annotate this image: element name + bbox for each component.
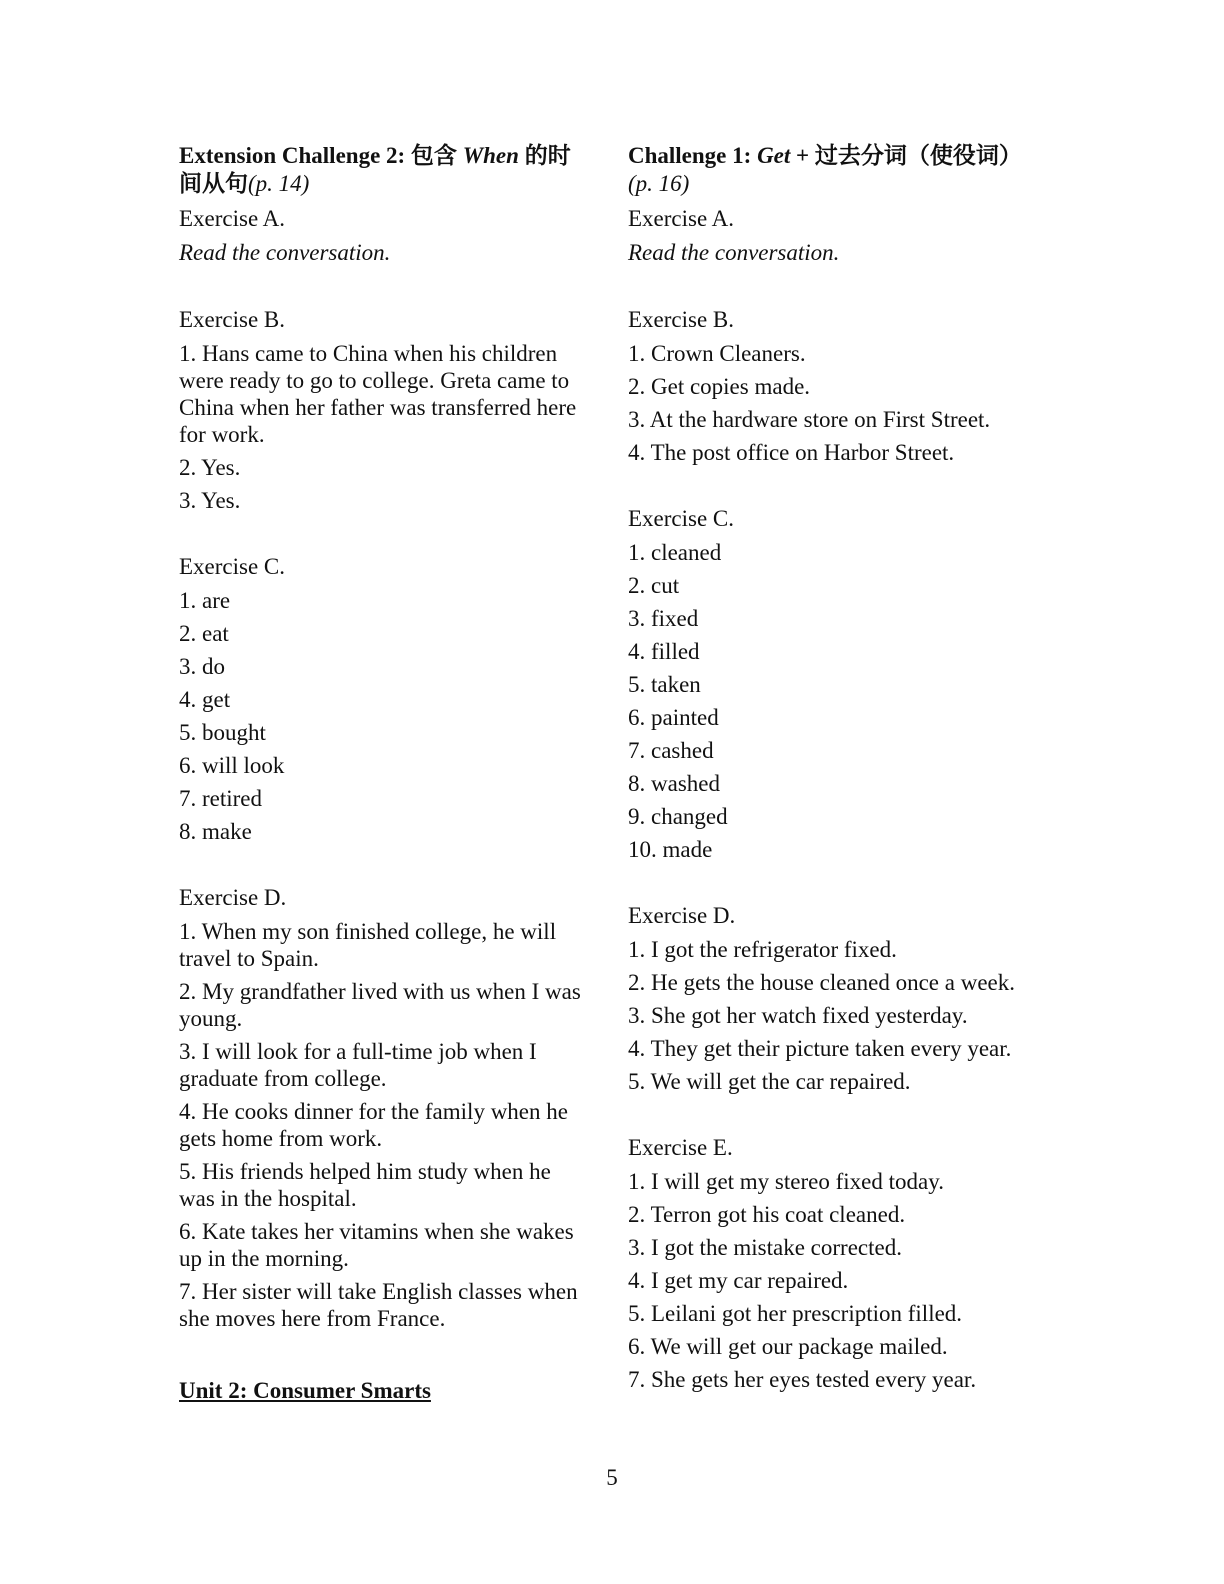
list-item: 4. get bbox=[179, 687, 231, 712]
list-item: 10. made bbox=[628, 837, 713, 862]
list-item: 5. bought bbox=[179, 720, 266, 745]
page-number: 5 bbox=[606, 1465, 618, 1490]
list-item: 4. filled bbox=[628, 639, 700, 664]
list-item: 5. Leilani got her prescription filled. bbox=[628, 1301, 963, 1326]
list-item: 2. Yes. bbox=[179, 455, 241, 480]
list-item: 7. cashed bbox=[628, 738, 714, 763]
heading-emphasis-text: When bbox=[462, 143, 519, 168]
list-item: 8. washed bbox=[628, 771, 720, 796]
list-item: 4. They get their picture taken every year. bbox=[628, 1036, 1012, 1061]
heading-bold-text-2: 的时间从句 bbox=[179, 143, 571, 196]
list-item: 1. cleaned bbox=[628, 540, 722, 565]
list-item: 6. We will get our package mailed. bbox=[628, 1334, 948, 1359]
list-item: 7. Her sister will take English classes when she moves here from France. bbox=[179, 1279, 578, 1331]
list-item: 6. will look bbox=[179, 753, 285, 778]
list-item: 2. Terron got his coat cleaned. bbox=[628, 1202, 906, 1227]
heading-bold-text-2: + 过去分词（使役词） bbox=[790, 143, 1022, 168]
heading-bold-text: Extension Challenge 2: 包含 bbox=[179, 143, 463, 168]
heading-bold-text: Challenge 1: bbox=[628, 143, 758, 168]
list-item: 3. At the hardware store on First Street. bbox=[628, 407, 991, 432]
list-item: 1. I will get my stereo fixed today. bbox=[628, 1169, 944, 1194]
right-exercise-e-label: Exercise E. bbox=[628, 1135, 733, 1160]
left-exercise-b-label: Exercise B. bbox=[179, 307, 286, 332]
list-item: 6. Kate takes her vitamins when she wakes up in the morning. bbox=[179, 1219, 574, 1271]
left-column bbox=[179, 142, 589, 1404]
challenge-1-heading bbox=[628, 142, 1058, 198]
list-item: 4. He cooks dinner for the family when he gets home from work. bbox=[179, 1099, 568, 1151]
list-item: 1. Crown Cleaners. bbox=[628, 341, 806, 366]
list-item: 8. make bbox=[179, 819, 252, 844]
list-item: 3. She got her watch fixed yesterday. bbox=[628, 1003, 968, 1028]
list-item: 2. eat bbox=[179, 621, 229, 646]
list-item: 3. I got the mistake corrected. bbox=[628, 1235, 902, 1260]
right-column bbox=[628, 142, 1058, 1399]
list-item: 4. The post office on Harbor Street. bbox=[628, 440, 955, 465]
heading-emphasis-text: Get bbox=[757, 143, 791, 168]
right-exercise-d-label: Exercise D. bbox=[628, 903, 736, 928]
list-item: 1. I got the refrigerator fixed. bbox=[628, 937, 897, 962]
extension-challenge-2-heading bbox=[179, 142, 589, 198]
list-item: 5. We will get the car repaired. bbox=[628, 1069, 911, 1094]
list-item: 7. retired bbox=[179, 786, 263, 811]
list-item: 1. are bbox=[179, 588, 231, 613]
list-item: 5. His friends helped him study when he was in the hospital. bbox=[179, 1159, 551, 1211]
list-item: 2. My grandfather lived with us when I was young. bbox=[179, 979, 581, 1031]
list-item: 2. He gets the house cleaned once a week. bbox=[628, 970, 1016, 995]
list-item: 5. taken bbox=[628, 672, 701, 697]
list-item: 7. She gets her eyes tested every year. bbox=[628, 1367, 977, 1392]
right-exercise-a-label: Exercise A. bbox=[628, 206, 735, 231]
heading-page-ref: (p. 14) bbox=[248, 171, 310, 196]
list-item: 3. I will look for a full-time job when I graduate from college. bbox=[179, 1039, 537, 1091]
list-item: 3. Yes. bbox=[179, 488, 241, 513]
unit-heading: Unit 2: Consumer Smarts bbox=[179, 1378, 431, 1403]
list-item: 1. When my son finished college, he will travel to Spain. bbox=[179, 919, 557, 971]
left-exercise-c-label: Exercise C. bbox=[179, 554, 286, 579]
list-item: 3. do bbox=[179, 654, 225, 679]
list-item: 9. changed bbox=[628, 804, 728, 829]
list-item: 2. Get copies made. bbox=[628, 374, 811, 399]
list-item: 3. fixed bbox=[628, 606, 699, 631]
list-item: 1. Hans came to China when his children were ready to go to college. Greta came to China when her father was transferred here for work. bbox=[179, 341, 577, 447]
left-exercise-a-label: Exercise A. bbox=[179, 206, 286, 231]
list-item: 4. I get my car repaired. bbox=[628, 1268, 849, 1293]
heading-page-ref: (p. 16) bbox=[628, 171, 690, 196]
left-exercise-a-text: Read the conversation. bbox=[179, 240, 391, 265]
left-exercise-d-label: Exercise D. bbox=[179, 885, 287, 910]
right-exercise-a-text: Read the conversation. bbox=[628, 240, 840, 265]
list-item: 6. painted bbox=[628, 705, 719, 730]
list-item: 2. cut bbox=[628, 573, 680, 598]
right-exercise-b-label: Exercise B. bbox=[628, 307, 735, 332]
right-exercise-c-label: Exercise C. bbox=[628, 506, 735, 531]
